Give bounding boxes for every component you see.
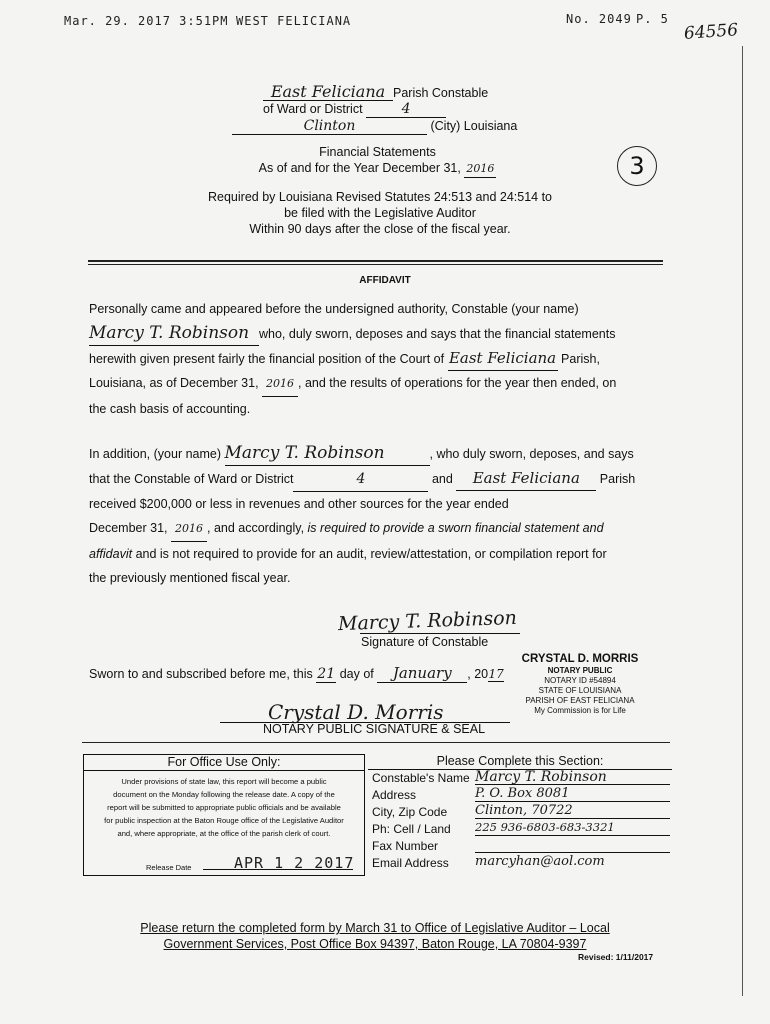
title-ward-line bbox=[263, 101, 533, 118]
p2-year-handwritten: 2016 bbox=[171, 517, 207, 542]
seal-line-state: STATE OF LOUISIANA bbox=[538, 686, 622, 695]
divider-bottom bbox=[82, 742, 670, 743]
p2-line-5 bbox=[89, 542, 663, 566]
sworn-line bbox=[89, 664, 504, 683]
city-suffix: (City) Louisiana bbox=[430, 119, 518, 133]
field-value-email: marcyhan@aol.com bbox=[475, 854, 605, 869]
p1-line-5: the cash basis of accounting. bbox=[89, 402, 251, 416]
p2-parish-handwritten: East Feliciana bbox=[456, 466, 596, 491]
p2-text-e: Parish bbox=[599, 472, 636, 486]
p2-line-2 bbox=[89, 466, 663, 492]
p2-line-1 bbox=[89, 441, 663, 466]
p2-text-i: and is not required to provide for an audit, review/attestation, or compilation report for bbox=[135, 547, 607, 561]
p1-line-4 bbox=[89, 371, 663, 397]
p2-text-g: December 31, bbox=[89, 521, 168, 535]
office-use-line-4: for public inspection at the Baton Rouge office of the Legislative Auditor bbox=[104, 816, 344, 825]
year-handwritten: 2016 bbox=[464, 161, 496, 178]
seal-line-id: NOTARY ID #54894 bbox=[544, 676, 616, 685]
statements-title: Financial Statements bbox=[319, 145, 436, 159]
return-line-1: Please return the completed form by March 31 to Office of Legislative Auditor – Local bbox=[140, 921, 610, 935]
office-use-line-1: Under provisions of state law, this report will become a public bbox=[121, 777, 327, 786]
circled-number: 3 bbox=[617, 146, 657, 186]
field-label-fax: Fax Number bbox=[372, 839, 439, 853]
required-line-1: Required by Louisiana Revised Statutes 24:513 and 24:514 to bbox=[208, 190, 552, 204]
return-line-2: Government Services, Post Office Box 94397, Baton Rouge, LA 70804-9397 bbox=[163, 937, 587, 951]
field-label-city-zip: City, Zip Code bbox=[372, 805, 448, 819]
field-value-phone: 225 936-6803-683-3321 bbox=[475, 820, 670, 836]
release-date-label: Release Date bbox=[146, 863, 192, 872]
notary-signature: Crystal D. Morris bbox=[268, 700, 444, 724]
p2-text-h: , and accordingly, bbox=[207, 521, 305, 535]
office-use-line-2: document on the Monday following the release date. A copy of the bbox=[113, 790, 335, 799]
complete-section-left-border bbox=[364, 754, 365, 874]
field-value-fax bbox=[475, 837, 670, 853]
constable-signature-line bbox=[360, 633, 520, 634]
sworn-year-handwritten: 17 bbox=[488, 667, 504, 681]
affidavit-heading: AFFIDAVIT bbox=[359, 275, 411, 286]
seal-line-parish: PARISH OF EAST FELICIANA bbox=[525, 696, 635, 705]
ward-prefix: of Ward or District bbox=[263, 102, 363, 116]
p2-italic-2: affidavit bbox=[89, 547, 133, 561]
office-use-heading: For Office Use Only: bbox=[84, 755, 364, 771]
sworn-text-c: , 20 bbox=[467, 667, 489, 681]
release-date-stamp: APR 1 2 2017 bbox=[234, 854, 355, 872]
p2-line-3: received $200,000 or less in revenues and other sources for the year ended bbox=[89, 497, 509, 511]
p2-text-d: and bbox=[431, 472, 453, 486]
fax-number: No. 2049 bbox=[566, 12, 632, 26]
seal-line-commission: My Commission is for Life bbox=[534, 706, 626, 715]
seal-line-title: NOTARY PUBLIC bbox=[547, 666, 613, 675]
required-line-2: be filed with the Legislative Auditor bbox=[284, 206, 476, 220]
field-value-city-zip: Clinton, 70722 bbox=[475, 803, 670, 819]
constable-signature: Marcy T. Robinson bbox=[337, 606, 518, 636]
fax-sender: WEST FELICIANA bbox=[236, 14, 352, 28]
field-label-email: Email Address bbox=[372, 856, 449, 870]
p2-italic-1: is required to provide a sworn financial statement and bbox=[307, 521, 604, 535]
as-of-text: As of and for the Year December 31, bbox=[258, 161, 461, 175]
as-of-line bbox=[200, 160, 555, 178]
p2-ward-handwritten: 4 bbox=[293, 467, 428, 492]
p2-line-6: the previously mentioned fiscal year. bbox=[89, 571, 291, 585]
sworn-day-handwritten: 21 bbox=[317, 666, 336, 682]
notary-seal bbox=[505, 652, 655, 716]
title-parish-line bbox=[263, 84, 533, 101]
fax-datetime: Mar. 29. 2017 3:51PM bbox=[64, 14, 229, 28]
office-use-line-5: and, where appropriate, at the office of the parish clerk of court. bbox=[117, 829, 331, 838]
p1-text-f: , and the results of operations for the year then ended, on bbox=[298, 376, 617, 390]
p2-text-b: , who duly sworn, deposes, and says bbox=[429, 447, 634, 461]
divider-top bbox=[88, 260, 663, 262]
handwritten-id: 64556 bbox=[683, 20, 739, 44]
seal-line-name: CRYSTAL D. MORRIS bbox=[521, 653, 639, 665]
p1-line-1: Personally came and appeared before the undersigned authority, Constable (your name) bbox=[89, 302, 579, 316]
field-label-address: Address bbox=[372, 788, 417, 802]
revised-date: Revised: 1/11/2017 bbox=[578, 952, 654, 962]
p1-name-handwritten: Marcy T. Robinson bbox=[89, 321, 259, 346]
sworn-month-handwritten: January bbox=[377, 664, 467, 683]
affidavit-paragraph-2 bbox=[89, 441, 663, 590]
parish-handwritten: East Feliciana bbox=[263, 84, 393, 101]
field-label-name: Constable's Name bbox=[372, 771, 470, 785]
field-label-phone: Ph: Cell / Land bbox=[372, 822, 451, 836]
p2-text-a: In addition, (your name) bbox=[89, 447, 222, 461]
complete-section-heading: Please Complete this Section: bbox=[368, 754, 672, 770]
p1-line-2 bbox=[89, 321, 663, 346]
ward-handwritten: 4 bbox=[366, 101, 446, 118]
page-edge-line bbox=[742, 46, 743, 996]
office-use-box bbox=[83, 754, 365, 876]
p2-text-c: that the Constable of Ward or District bbox=[89, 472, 294, 486]
p1-text-e: Louisiana, as of December 31, bbox=[89, 376, 259, 390]
field-value-address: P. O. Box 8081 bbox=[475, 786, 670, 802]
notary-signature-label: NOTARY PUBLIC SIGNATURE & SEAL bbox=[263, 722, 486, 736]
constable-signature-label: Signature of Constable bbox=[361, 635, 489, 649]
p1-text-d: Parish, bbox=[561, 352, 600, 366]
parish-suffix: Parish Constable bbox=[393, 86, 489, 100]
city-handwritten: Clinton bbox=[232, 118, 427, 135]
office-use-line-3: report will be submitted to appropriate public officials and be available bbox=[107, 803, 341, 812]
p1-text-b: who, duly sworn, deposes and says that the financial statements bbox=[259, 327, 616, 341]
p2-name-handwritten: Marcy T. Robinson bbox=[225, 441, 430, 466]
affidavit-paragraph-1 bbox=[89, 297, 663, 421]
office-use-text bbox=[84, 775, 364, 840]
p1-parish-handwritten: East Feliciana bbox=[448, 346, 558, 371]
p1-year-handwritten: 2016 bbox=[262, 372, 298, 397]
p1-text-c: herewith given present fairly the financial position of the Court of bbox=[89, 352, 445, 366]
p1-line-3 bbox=[89, 346, 663, 371]
title-city-line bbox=[232, 118, 532, 135]
fax-page: P. 5 bbox=[636, 12, 669, 26]
divider-top-thin bbox=[88, 264, 663, 265]
sworn-text-a: Sworn to and subscribed before me, this bbox=[89, 667, 313, 681]
field-value-name: Marcy T. Robinson bbox=[475, 769, 670, 785]
required-line-3: Within 90 days after the close of the fiscal year. bbox=[249, 222, 511, 236]
sworn-text-b: day of bbox=[339, 667, 374, 681]
p2-line-4 bbox=[89, 516, 663, 542]
